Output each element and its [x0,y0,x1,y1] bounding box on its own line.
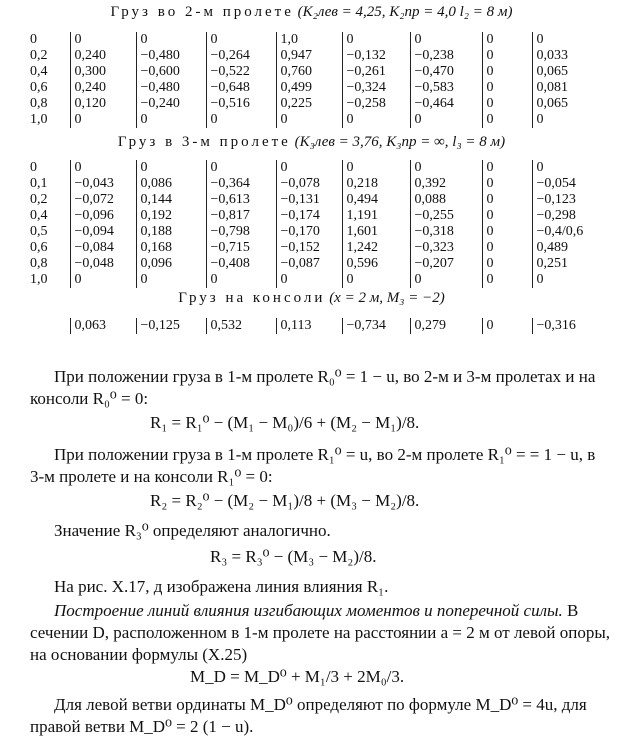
section2-table-cell: −0,264 [206,48,276,64]
section2-table-cell: −0,132 [342,48,410,64]
console-table-cell: 0,532 [206,318,276,334]
section2-table-cell: −0,648 [206,80,276,96]
section3-table-cell: −0,255 [410,208,482,224]
section3-table-cell: −0,207 [410,256,482,272]
section2-table-cell: 0 [482,64,532,80]
section3-table-cell: 0,188 [136,224,206,240]
section3-table-cell: −0,613 [206,192,276,208]
section3-table-cell: 0 [532,272,590,288]
console-header [0,290,623,307]
section2-table-cell: 0 [206,112,276,128]
section2-table-cell: 0,947 [276,48,342,64]
section2-table-cell: −0,464 [410,96,482,112]
section2-table-row [30,48,590,64]
section3-table-cell: −0,174 [276,208,342,224]
section2-table-cell: 0,300 [70,64,136,80]
section2-table-cell: 0,065 [532,64,590,80]
section3-table-cell: 0 [70,160,136,176]
console-table-row [30,318,590,334]
section3-table-cell: −0,817 [206,208,276,224]
console-table-cell: 0 [482,318,532,334]
equation-r2: R₂ = R₂⁰ − (M₂ − M₁)/8 + (M₃ − M₂)/8. [150,491,420,510]
section2-table-cell: 1,0 [30,112,48,127]
section3-table-cell: 1,191 [342,208,410,224]
section3-table-cell: 0 [206,272,276,288]
section2-table [30,32,590,128]
section3-table-cell: 0,8 [30,256,48,271]
console-table-cell: 0,279 [410,318,482,334]
section2-table-cell: −0,583 [410,80,482,96]
paragraph-1: При положении груза в 1-м пролете R₀⁰ = 1 − u, во 2-м и 3-м пролетах и на консоли R₀⁰ = 0: [30,367,596,408]
section3-table-cell: −0,798 [206,224,276,240]
section2-table-row [30,112,590,128]
section2-table-cell: 0,240 [70,48,136,64]
console-table [30,318,590,334]
section3-table-cell: −0,4/0,6 [532,224,590,240]
section2-table-cell: 0,225 [276,96,342,112]
section3-table-cell: 0 [482,272,532,288]
section3-table-cell: −0,096 [70,208,136,224]
section3-table-cell: 0,4 [30,208,48,223]
section3-title: Груз в 3-м пролете [117,134,291,150]
section3-table-cell: −0,048 [70,256,136,272]
section2-table-cell: 0 [410,112,482,128]
section2-table-cell: 0 [342,32,410,48]
section3-table-cell: 1,242 [342,240,410,256]
section3-table-row [30,272,590,288]
section3-table-cell: 0,489 [532,240,590,256]
section3-table-cell: 0,596 [342,256,410,272]
section2-table-cell: 0,240 [70,80,136,96]
section3-table-cell: 0 [482,256,532,272]
section2-table-cell: −0,600 [136,64,206,80]
section2-table-cell: 0 [482,48,532,64]
section3-table-cell: 0,096 [136,256,206,272]
section3-table-cell: 0,088 [410,192,482,208]
section2-table-cell: 0 [482,96,532,112]
section3-table-row [30,224,590,240]
section3-table-cell: 0,086 [136,176,206,192]
section3-table-cell: −0,364 [206,176,276,192]
section3-table-cell: 1,601 [342,224,410,240]
section3-table-cell: −0,084 [70,240,136,256]
section3-table-cell: 0 [136,272,206,288]
section3-table-cell: 0 [482,192,532,208]
section2-table-cell: 0,6 [30,80,48,95]
section3-table-cell: 0 [410,272,482,288]
section3-header [0,134,623,151]
section3-table-cell: 0 [276,272,342,288]
section3-table-cell: −0,094 [70,224,136,240]
section2-table-cell: −0,324 [342,80,410,96]
section2-table-cell: −0,480 [136,80,206,96]
section3-table-cell: 0 [206,160,276,176]
section2-table-cell: 0,033 [532,48,590,64]
section3-table-cell: 0,392 [410,176,482,192]
section2-table-row [30,80,590,96]
section2-table-cell: 0 [342,112,410,128]
section3-table-row [30,240,590,256]
section2-table-cell: 0 [136,112,206,128]
section2-table-cell: 0 [70,32,136,48]
section3-table-cell: 0 [482,240,532,256]
section3-table-cell: 0 [276,160,342,176]
section3-table-cell: 0,5 [30,224,48,239]
paragraph-2: При положении груза в 1-м пролете R₁⁰ = u, во 2-м пролете R₁⁰ = = 1 − u, в 3-м пролете и на консоли R₁⁰ = 0: [30,445,596,486]
section3-table-cell: 0 [136,160,206,176]
section2-table-cell: 0 [482,112,532,128]
section2-table-cell: 0 [70,112,136,128]
section3-table-cell: 0 [410,160,482,176]
equation-md: M_D = M_D⁰ + M₁/3 + 2M₀/3. [190,667,405,686]
section3-table-cell: 0 [30,160,37,175]
paragraph-4: На рис. X.17, д изображена линия влияния R₁. [54,577,389,596]
section3-table-cell: −0,087 [276,256,342,272]
section2-table-cell: −0,238 [410,48,482,64]
section2-header [0,4,623,21]
paragraph-6: Для левой ветви ординаты M_D⁰ определяют по формуле M_D⁰ = 4u, для правой ветви M_D⁰ = 2 (1 − u). [30,695,587,736]
section3-table-cell: −0,072 [70,192,136,208]
section3-table-cell: 0 [482,176,532,192]
console-table-cell: −0,316 [532,318,590,334]
section3-table-cell: −0,715 [206,240,276,256]
section2-table-cell: 0,760 [276,64,342,80]
section3-table-cell: −0,152 [276,240,342,256]
section3-table-cell: −0,078 [276,176,342,192]
section2-table-cell: 0 [206,32,276,48]
section2-table-cell: 1,0 [276,32,342,48]
section2-table-cell: 0,4 [30,64,48,79]
section3-table-cell: 1,0 [30,272,48,287]
section2-table-cell: 0,2 [30,48,48,63]
section2-table-cell: −0,480 [136,48,206,64]
console-params: (x = 2 м, M₃ = −2) [329,290,445,306]
section2-table-cell: 0,499 [276,80,342,96]
section2-title: Груз во 2-м пролете [110,4,294,20]
section3-table-cell: −0,298 [532,208,590,224]
section3-table-row [30,208,590,224]
section2-table-cell: 0 [410,32,482,48]
section2-params: (K₂лев = 4,25, K₂пр = 4,0 l₂ = 8 м) [297,4,513,20]
section3-table-cell: 0 [342,160,410,176]
section2-table-cell: −0,470 [410,64,482,80]
section2-table-cell: 0 [532,32,590,48]
section3-table-cell: 0,6 [30,240,48,255]
section2-table-cell: 0 [482,32,532,48]
section2-table-cell: 0 [276,112,342,128]
section3-table-cell: −0,043 [70,176,136,192]
console-table-cell: 0,113 [276,318,342,334]
section3-table-cell: 0,2 [30,192,48,207]
section2-table-cell: 0 [30,32,37,47]
section3-table-cell: −0,323 [410,240,482,256]
section3-table-cell: −0,123 [532,192,590,208]
section3-table-row [30,192,590,208]
console-table-cell: 0,063 [70,318,136,334]
section3-table-cell: 0,494 [342,192,410,208]
equation-r1: R₁ = R₁⁰ − (M₁ − M₀)/6 + (M₂ − M₁)/8. [150,413,420,432]
section3-table-row [30,160,590,176]
section3-table-cell: −0,408 [206,256,276,272]
section2-table-cell: 0 [136,32,206,48]
paragraph-3: Значение R₃⁰ определяют аналогично. [54,521,331,540]
section2-table-row [30,32,590,48]
console-table-cell: −0,734 [342,318,410,334]
section2-table-cell: 0,120 [70,96,136,112]
section2-table-cell: 0,8 [30,96,48,111]
section2-table-cell: −0,516 [206,96,276,112]
paragraph-5-body: В сечении D, расположенном в 1-м пролете на расстоянии a = 2 м от левой опоры, на основании формулы (X.25) [30,601,611,664]
section2-table-row [30,64,590,80]
section3-table-cell: 0,251 [532,256,590,272]
section3-table-cell: 0 [482,160,532,176]
paragraph-5-heading: Построение линий влияния изгибающих моментов и поперечной силы. [54,601,563,620]
section3-table-cell: −0,054 [532,176,590,192]
section3-table-cell: 0,218 [342,176,410,192]
section3-table-cell: −0,131 [276,192,342,208]
section2-table-cell: −0,258 [342,96,410,112]
section3-table-cell: −0,170 [276,224,342,240]
console-table-cell: −0,125 [136,318,206,334]
section3-table-cell: −0,318 [410,224,482,240]
section3-table [30,160,590,288]
section3-table-cell: 0 [342,272,410,288]
section2-table-cell: −0,261 [342,64,410,80]
section3-table-row [30,256,590,272]
console-title: Груз на консоли [178,290,326,306]
console-table-cell [30,318,70,334]
section2-table-cell: 0,065 [532,96,590,112]
section3-table-cell: 0,192 [136,208,206,224]
section3-table-cell: 0 [482,208,532,224]
section2-table-cell: 0 [482,80,532,96]
section3-table-row [30,176,590,192]
section3-table-cell: 0,168 [136,240,206,256]
equation-r3: R₃ = R₃⁰ − (M₃ − M₂)/8. [210,547,377,566]
section3-table-cell: 0 [532,160,590,176]
section2-table-cell: −0,240 [136,96,206,112]
section2-table-cell: −0,522 [206,64,276,80]
section3-table-cell: 0 [70,272,136,288]
section3-params: (K₃лев = 3,76, K₃пр = ∞, l₃ = 8 м) [294,134,506,150]
section2-table-row [30,96,590,112]
paragraph-5 [30,600,610,666]
section3-table-cell: 0 [482,224,532,240]
section2-table-cell: 0,081 [532,80,590,96]
section3-table-cell: 0,1 [30,176,48,191]
section3-table-cell: 0,144 [136,192,206,208]
section2-table-cell: 0 [532,112,590,128]
